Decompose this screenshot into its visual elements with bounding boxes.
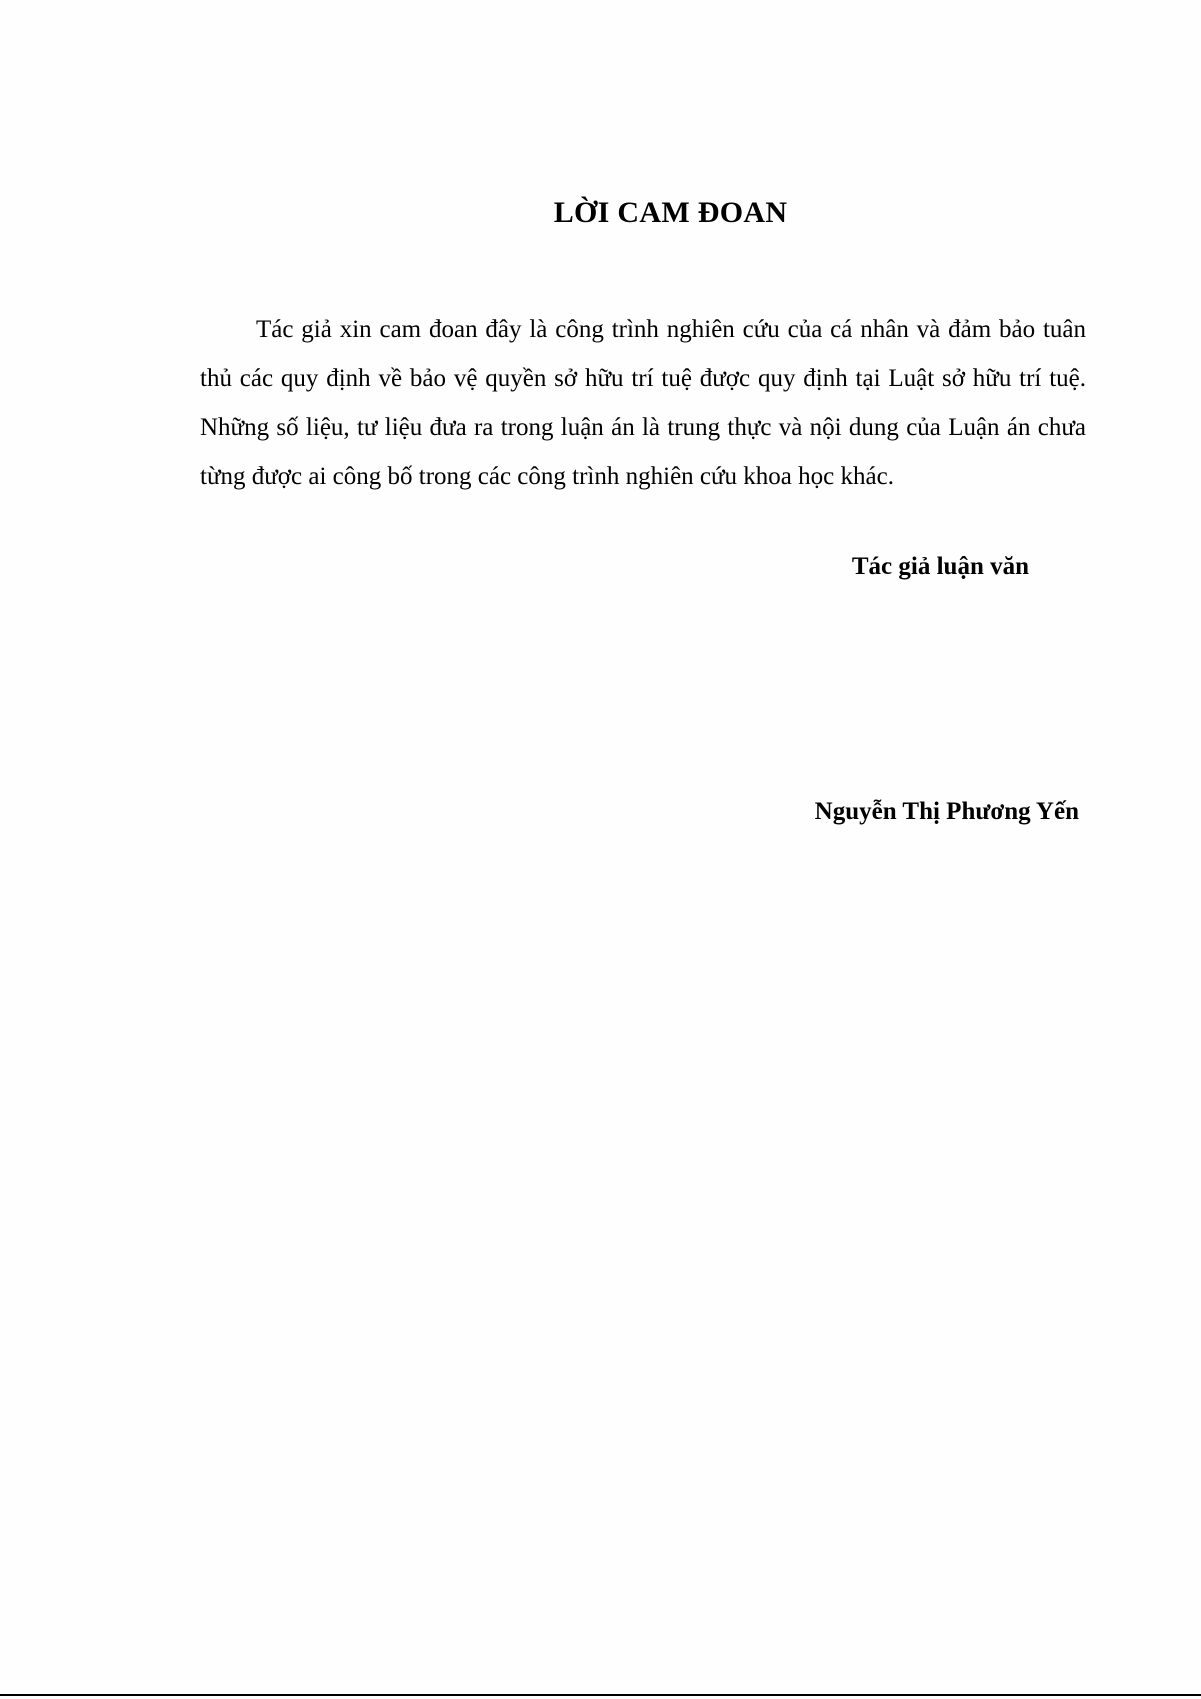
declaration-paragraph: Tác giả xin cam đoan đây là công trình nghiên cứu của cá nhân và đảm bảo tuân thủ các quy định về bảo vệ quyền sở hữu trí tuệ được quy định tại Luật sở hữu trí tuệ. Những số liệu, tư liệu đưa ra trong luận án là trung thực và nội dung của Luận án chưa từng được ai công bố trong các công trình nghiên cứu khoa học khác. — [200, 316, 1086, 490]
page-title: LỜI CAM ĐOAN — [553, 196, 788, 229]
bottom-rule — [0, 1694, 1201, 1696]
author-caption: Tác giả luận văn — [851, 553, 1029, 580]
author-name: Nguyễn Thị Phương Yến — [814, 798, 1079, 825]
